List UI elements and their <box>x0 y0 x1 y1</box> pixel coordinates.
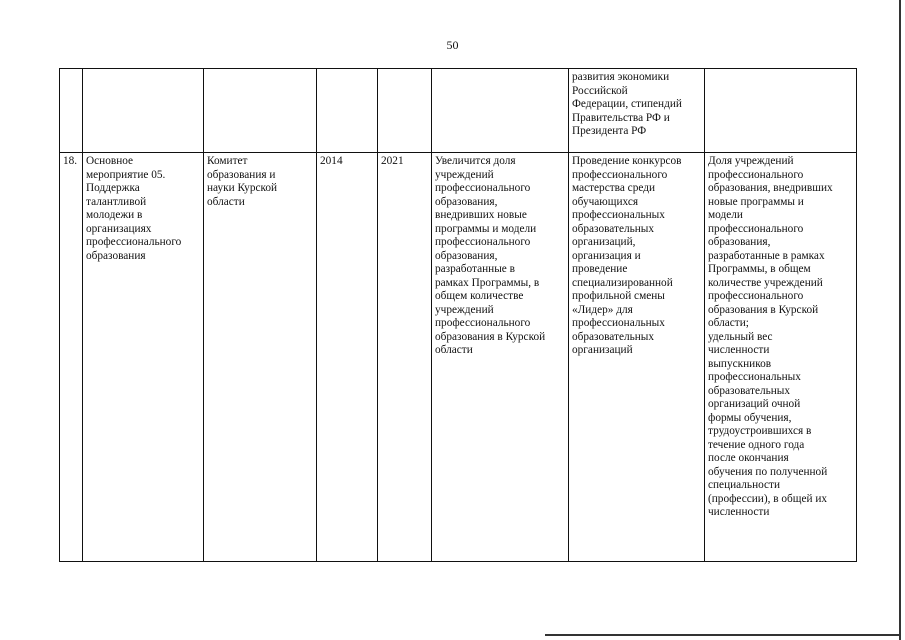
cell-start-year: 2014 <box>317 153 378 562</box>
cell-indicators: Доля учреждений профессионального образования, внедривших новые программы и модели профессионального образования, разработанные в рамках Программы, в общем количестве учреждений профессионального образования в Курской области; удельный вес численности выпускников профессиональных образовательных организаций очной формы обучения, трудоустроившихся в течение одного года после окончания обучения по полученной специальности (профессии), в общей их численности <box>705 153 857 562</box>
cell-end-year <box>378 69 432 153</box>
scan-edge-right <box>899 0 901 640</box>
cell-activity-name <box>83 69 204 153</box>
cell-activity-name: Основное мероприятие 05. Поддержка талантливой молодежи в организациях профессионального образования <box>83 153 204 562</box>
page-number: 50 <box>446 38 459 52</box>
cell-number: 18. <box>60 153 83 562</box>
cell-indicators <box>705 69 857 153</box>
cell-start-year <box>317 69 378 153</box>
scan-edge-bottom <box>545 634 901 636</box>
cell-activities: развития экономики Российской Федерации, стипендий Правительства РФ и Президента РФ <box>569 69 705 153</box>
cell-expected-result: Увеличится доля учреждений профессионального образования, внедривших новые программы и модели профессионального образования, разработанные в рамках Программы, в общем количестве учреждений профессионального образования в Курской области <box>432 153 569 562</box>
program-activities-table <box>59 68 857 562</box>
cell-activities: Проведение конкурсов профессионального мастерства среди обучающихся профессиональных образовательных организаций, организация и проведение специализированной профильной смены «Лидер» для профессиональных образовательных организаций <box>569 153 705 562</box>
cell-executor: Комитет образования и науки Курской области <box>204 153 317 562</box>
cell-expected-result <box>432 69 569 153</box>
cell-number <box>60 69 83 153</box>
cell-end-year: 2021 <box>378 153 432 562</box>
table-row-continuation <box>60 69 857 153</box>
cell-executor <box>204 69 317 153</box>
table-row <box>60 153 857 562</box>
